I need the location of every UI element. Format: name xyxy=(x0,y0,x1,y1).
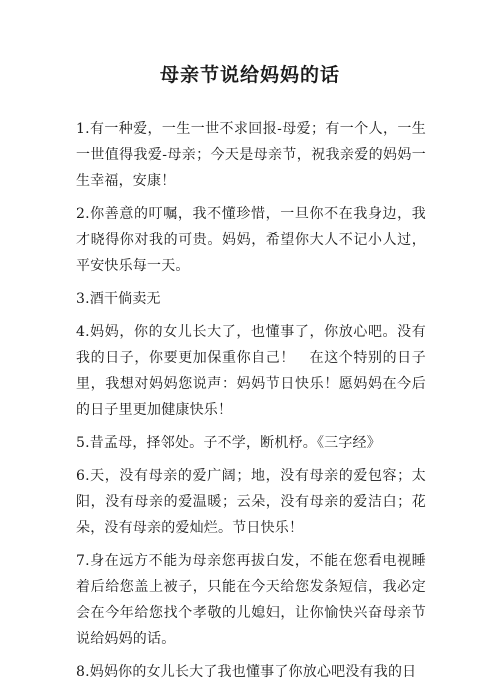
paragraph-5: 5.昔孟母，择邻处。子不学，断机杼。《三字经》 xyxy=(76,435,381,451)
paragraph-6: 6.天，没有母亲的爱广阔；地，没有母亲的爱包容；太阳，没有母亲的爱温暖；云朵，没有母亲的爱洁白；花朵，没有母亲的爱灿烂。节日快乐！ xyxy=(76,468,426,536)
paragraph-3: 3.酒干倘卖无 xyxy=(76,291,161,307)
paragraph-1: 1.有一种爱，一生一世不求回报-母爱；有一个人，一生一世值得我爱-母亲；今天是母亲节，祝我亲爱的妈妈一生幸福，安康！ xyxy=(76,121,426,189)
paragraph-4: 4.妈妈，你的女儿长大了，也懂事了，你放心吧。没有我的日子，你要更加保重你自己！ 在这个特别的日子里，我想对妈妈您说声：妈妈节日快乐！愿妈妈在今后的日子里更加健康快乐！ xyxy=(76,324,426,418)
document-body xyxy=(76,116,426,692)
paragraph-8: 8.妈妈你的女儿长大了我也懂事了你放心吧没有我的日 xyxy=(76,664,417,680)
document-title: 母亲节说给妈妈的话 xyxy=(159,64,340,86)
paragraph-2: 2.你善意的叮嘱，我不懂珍惜，一旦你不在我身边，我才晓得你对我的可贵。妈妈，希望你大人不记小人过，平安快乐每一天。 xyxy=(76,206,426,274)
paragraph-7: 7.身在远方不能为母亲您再拔白发，不能在您看电视睡着后给您盖上被子，只能在今天给您发条短信，我必定会在今年给您找个孝敬的儿媳妇，让你愉快兴奋母亲节说给妈妈的话。 xyxy=(76,553,426,647)
